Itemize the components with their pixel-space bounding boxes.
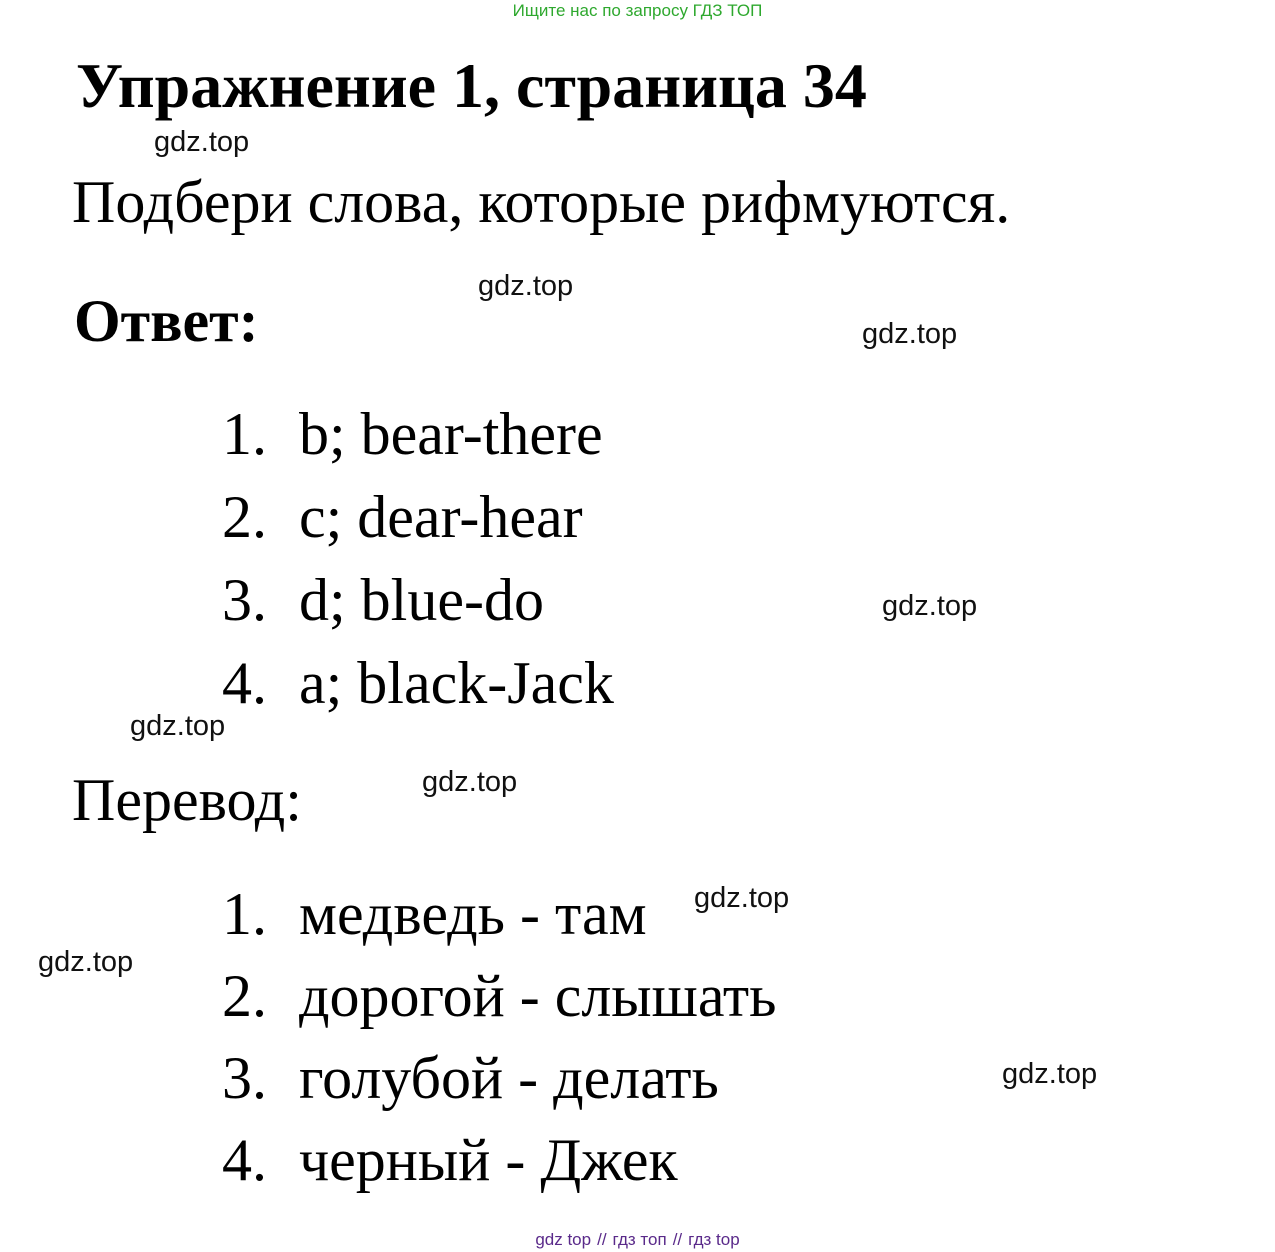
watermark: gdz.top: [130, 710, 226, 742]
footer-link[interactable]: gdz top: [535, 1230, 592, 1249]
item-number: 3.: [222, 567, 267, 633]
item-number: 2.: [222, 484, 267, 550]
watermark: gdz.top: [862, 318, 958, 350]
list-item: [222, 963, 777, 1048]
item-text: голубой - делать: [299, 1045, 719, 1111]
item-text: a; black-Jack: [299, 650, 614, 716]
list-item: [222, 1127, 776, 1212]
answers-list: [222, 401, 614, 736]
watermark: gdz.top: [694, 882, 790, 914]
watermark: gdz.top: [422, 766, 518, 798]
list-item: [222, 650, 614, 736]
footer-links: [0, 1231, 1275, 1248]
page-title: Упражнение 1, страница 34: [76, 50, 867, 121]
footer-separator: //: [672, 1230, 683, 1249]
watermark: gdz.top: [478, 270, 574, 302]
watermark: gdz.top: [882, 590, 978, 622]
watermark: gdz.top: [154, 126, 250, 158]
search-hint-link[interactable]: Ищите нас по запросу ГДЗ ТОП: [512, 1, 763, 20]
list-item: [222, 1045, 776, 1130]
item-number: 1.: [222, 401, 267, 467]
watermark: gdz.top: [1002, 1058, 1098, 1090]
footer-link[interactable]: гдз top: [688, 1230, 740, 1249]
item-text: медведь - там: [299, 881, 647, 947]
item-number: 3.: [222, 1045, 267, 1111]
footer-link[interactable]: гдз топ: [612, 1230, 667, 1249]
translation-heading: Перевод:: [72, 767, 302, 833]
translation-list: [222, 881, 777, 1212]
item-text: c; dear-hear: [299, 484, 583, 550]
list-item: [222, 484, 614, 570]
item-text: дорогой - слышать: [299, 963, 777, 1029]
list-item: [222, 567, 614, 653]
footer-separator: //: [597, 1230, 607, 1249]
item-number: 2.: [222, 963, 267, 1029]
item-text: черный - Джек: [299, 1127, 678, 1193]
list-item: [222, 401, 614, 487]
item-text: b; bear-there: [299, 401, 603, 467]
task-text: Подбери слова, которые рифмуются.: [72, 169, 1011, 235]
item-number: 4.: [222, 650, 267, 716]
item-number: 4.: [222, 1127, 267, 1193]
item-text: d; blue-do: [299, 567, 544, 633]
watermark: gdz.top: [38, 946, 134, 978]
answer-heading: Ответ:: [74, 288, 259, 354]
item-number: 1.: [222, 881, 267, 947]
